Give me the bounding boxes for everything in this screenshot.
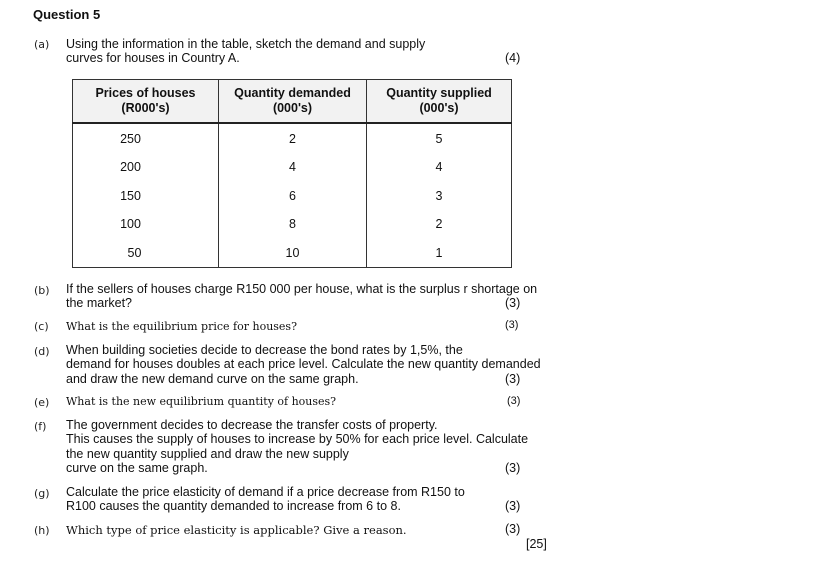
col-header-demanded xyxy=(219,80,367,124)
question-g-text-line2: R100 causes the quantity demanded to increase from 6 to 8. xyxy=(66,499,401,513)
col-header-price-line2: (R000's) xyxy=(121,101,170,115)
question-g-text-line1: Calculate the price elasticity of demand if a price decrease from R150 to xyxy=(66,485,465,499)
col-header-supplied-line1: Quantity supplied xyxy=(386,86,492,100)
question-f-label: (f) xyxy=(34,420,47,433)
question-c-label: (c) xyxy=(34,320,49,333)
col-header-price-line1: Prices of houses xyxy=(95,86,196,100)
question-a-text-line1: Using the information in the table, sketch the demand and supply xyxy=(66,37,426,51)
data-table xyxy=(72,79,512,268)
table-row xyxy=(73,153,512,182)
question-h-marks: (3) xyxy=(505,522,521,536)
cell-price: 250 xyxy=(73,123,219,153)
cell-supplied: 1 xyxy=(367,239,512,268)
question-b-text-line1: If the sellers of houses charge R150 000 per house, what is the surplus r shortage on xyxy=(66,282,538,296)
cell-demanded: 10 xyxy=(219,239,367,268)
question-h-text: Which type of price elasticity is applicable? Give a reason. xyxy=(66,523,407,537)
question-f-text-line2: This causes the supply of houses to increase by 50% for each price level. Calculate xyxy=(66,432,529,446)
question-d-text-line1: When building societies decide to decrease the bond rates by 1,5%, the xyxy=(66,343,463,357)
cell-demanded: 6 xyxy=(219,182,367,211)
question-b-text-line2: the market? xyxy=(66,296,133,310)
question-g-label: (g) xyxy=(34,487,50,500)
col-header-demanded-line1: Quantity demanded xyxy=(234,86,351,100)
table-row xyxy=(73,239,512,268)
cell-price: 100 xyxy=(73,210,219,239)
col-header-demanded-line2: (000's) xyxy=(272,101,313,115)
question-d-label: (d) xyxy=(34,345,50,358)
col-header-price xyxy=(73,80,219,124)
table-row xyxy=(73,123,512,153)
question-h-label: (h) xyxy=(34,524,50,537)
cell-demanded: 2 xyxy=(219,123,367,153)
cell-supplied: 2 xyxy=(367,210,512,239)
question-e-marks: (3) xyxy=(507,395,521,407)
cell-supplied: 4 xyxy=(367,153,512,182)
question-c-marks: (3) xyxy=(505,319,519,331)
table-header-row xyxy=(73,80,512,124)
total-marks: [25] xyxy=(526,537,547,551)
question-d-text-line2: demand for houses doubles at each price level. Calculate the new quantity demanded xyxy=(66,357,541,371)
question-a-text-line2: curves for houses in Country A. xyxy=(66,51,240,65)
question-c-text: What is the equilibrium price for houses? xyxy=(66,320,297,333)
cell-price: 200 xyxy=(73,153,219,182)
cell-demanded: 4 xyxy=(219,153,367,182)
cell-price: 50 xyxy=(73,239,219,268)
cell-supplied: 3 xyxy=(367,182,512,211)
question-e-label: (e) xyxy=(34,396,50,409)
col-header-supplied-line2: (000's) xyxy=(419,101,459,115)
question-a-label: (a) xyxy=(34,38,50,51)
question-d-text-line3: and draw the new demand curve on the same graph. xyxy=(66,372,359,386)
question-e-text: What is the new equilibrium quantity of houses? xyxy=(66,395,337,408)
question-a-marks: (4) xyxy=(505,51,521,65)
question-f-marks: (3) xyxy=(505,461,521,475)
question-g-marks: (3) xyxy=(505,499,521,513)
page-title: Question 5 xyxy=(33,7,101,22)
table-row xyxy=(73,210,512,239)
question-f-text-line4: curve on the same graph. xyxy=(66,461,208,475)
col-header-supplied xyxy=(367,80,512,124)
cell-price: 150 xyxy=(73,182,219,211)
question-b-marks: (3) xyxy=(505,296,521,310)
cell-supplied: 5 xyxy=(367,123,512,153)
question-d-marks: (3) xyxy=(505,372,521,386)
table-row xyxy=(73,182,512,211)
question-f-text-line1: The government decides to decrease the transfer costs of property. xyxy=(66,418,438,432)
cell-demanded: 8 xyxy=(219,210,367,239)
question-f-text-line3: the new quantity supplied and draw the new supply xyxy=(66,447,349,461)
question-b-label: (b) xyxy=(34,284,50,297)
